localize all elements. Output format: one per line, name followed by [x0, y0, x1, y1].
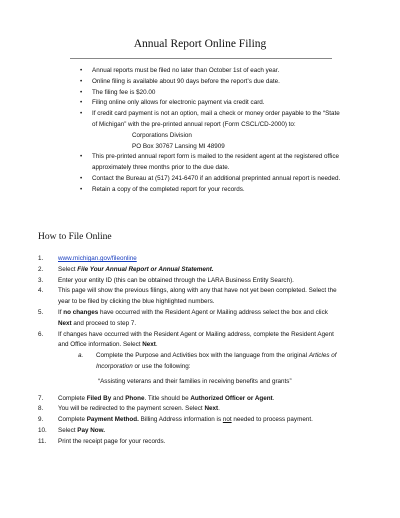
mailing-address: Corporations Division PO Box 30767 Lansing MI 48909	[132, 131, 225, 150]
purpose-quote: “Assisting veterans and their families in receiving benefits and grants”	[98, 377, 292, 385]
step-6a: a. Complete the Purpose and Activities box with the language from the original Articles of Incorporation or use the following:	[78, 352, 337, 370]
bullet-icon: •	[80, 88, 83, 96]
step-1: 1. www.michigan.gov/fileonline	[38, 255, 137, 262]
bullet-icon: •	[80, 99, 83, 107]
step-5: 5. If no changes have occurred with the Resident Agent or Mailing address select the box and click Next and proceed to step 7.	[38, 308, 328, 327]
step-9: 9. Complete Payment Method. Billing Address information is not needed to process payment.	[38, 416, 313, 424]
list-item: • Retain a copy of the completed report for your records.	[80, 185, 342, 196]
list-item: • This pre-printed annual report form is mailed to the resident agent at the registered office approximately three months prior to the due date.	[80, 153, 339, 172]
step-4: 4. This page will show the previous filings, along with any that have not yet been completed. Select the year to be filed by clicking the blue highlighted numbers.	[38, 287, 337, 306]
list-item: • Annual reports must be filed no later than October 1st of each year.	[80, 66, 342, 77]
steps-list	[38, 254, 338, 448]
list-item: • If credit card payment is not an option, mail a check or money order payable to the “State of Michigan” with the pre-printed annual report (Form CSCL/CD-2000) to: Corporations Division PO Box 30767 Lansing MI 48909	[80, 109, 342, 152]
section-heading: How to File Online	[38, 232, 112, 242]
list-item: • Contact the Bureau at (517) 241-6470 if an additional preprinted annual report is needed.	[80, 174, 342, 185]
list-item: • The filing fee is $20.00	[80, 88, 342, 99]
step-6: 6. If changes have occurred with the Resident Agent or Mailing address, complete the Resident Agent and Office information. Select Next. a. Complete the Purpose and Activities box with the language from the original Articles of Incorporation or use the following: “Assisting veterans and their families in receiving benefits and grants”	[38, 330, 338, 388]
bullet-icon: •	[80, 67, 83, 74]
bullet-icon: •	[80, 185, 83, 193]
step-8: 8. You will be redirected to the payment screen. Select Next.	[38, 405, 220, 413]
title-underline	[70, 58, 332, 59]
step-7: 7. Complete Filed By and Phone. Title should be Authorized Officer or Agent.	[38, 394, 275, 402]
list-item: • Filing online only allows for electronic payment via credit card.	[80, 98, 342, 109]
bullet-icon: •	[80, 110, 83, 118]
bullet-icon: •	[80, 77, 83, 85]
bullet-icon: •	[80, 153, 83, 161]
step-3: 3. Enter your entity ID (this can be obtained through the LARA Business Entity Search).	[38, 276, 294, 284]
step-11: 11. Print the receipt page for your records.	[38, 437, 166, 445]
list-item: • Online filing is available about 90 days before the report’s due date.	[80, 77, 342, 88]
fileonline-link[interactable]: www.michigan.gov/fileonline	[58, 255, 137, 262]
page-title: Annual Report Online Filing	[133, 38, 267, 50]
step-2: 2. Select File Your Annual Report or Annual Statement.	[38, 265, 214, 273]
step-10: 10. Select Pay Now.	[38, 426, 106, 434]
bullet-icon: •	[80, 174, 83, 182]
requirements-list	[80, 66, 342, 196]
